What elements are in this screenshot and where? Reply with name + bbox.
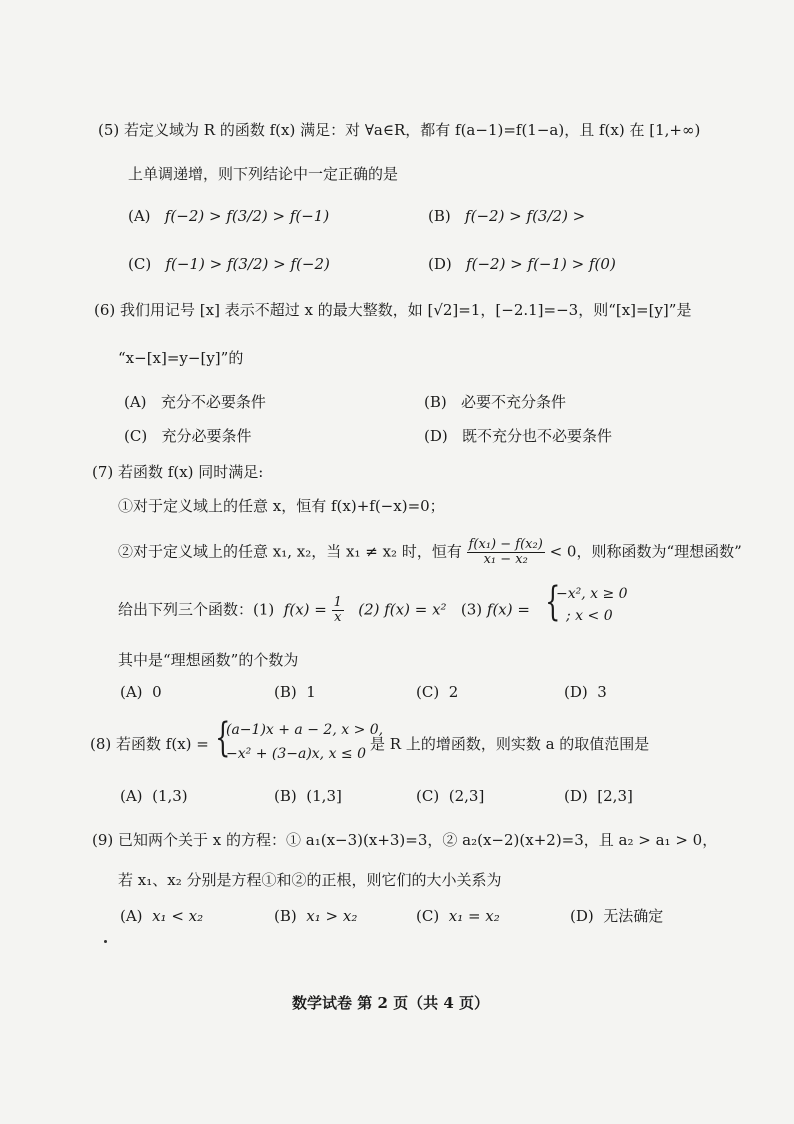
q7-condition-2-prefix: ②对于定义域上的任意 x₁, x₂，当 x₁ ≠ x₂ 时，恒有 bbox=[118, 542, 462, 561]
q7-fraction-numerator: f(x₁) − f(x₂) bbox=[468, 537, 543, 552]
q9-option-a-label: (A) bbox=[120, 907, 143, 925]
q6-stem-line1: (6) 我们用记号 [x] 表示不超过 x 的最大整数，如 [√2]=1，[−2.1]=−3，则“[x]=[y]”是 bbox=[94, 301, 692, 319]
page-footer: 数学试卷 第 2 页（共 4 页） bbox=[292, 994, 489, 1012]
q7-given-functions bbox=[118, 596, 530, 625]
q6-option-a-label: (A) bbox=[124, 393, 147, 411]
q8-option-b-text: (1,3] bbox=[306, 787, 342, 805]
q7-option-a bbox=[120, 682, 162, 702]
q5-option-d bbox=[428, 254, 616, 274]
q8-case1: (a−1)x + a − 2, x > 0, bbox=[226, 722, 384, 738]
q9-option-a bbox=[120, 906, 203, 926]
q5-option-a-text: f(−2) > f(3/2) > f(−1) bbox=[164, 207, 330, 225]
q5-stem-line2: 上单调递增，则下列结论中一定正确的是 bbox=[128, 165, 399, 183]
q9-option-b-text: x₁ > x₂ bbox=[306, 907, 358, 925]
q8-case2: −x² + (3−a)x, x ≤ 0 bbox=[226, 746, 367, 762]
q5-option-c bbox=[128, 254, 330, 274]
q7-option-c bbox=[416, 682, 458, 702]
q8-option-d-label: (D) bbox=[564, 787, 588, 805]
q7-condition-2-suffix: < 0，则称函数为“理想函数” bbox=[549, 542, 742, 561]
q8-suffix: 是 R 上的增函数，则实数 a 的取值范围是 bbox=[370, 735, 650, 753]
q6-option-b-text: 必要不充分条件 bbox=[461, 393, 567, 411]
q8-option-a-label: (A) bbox=[120, 787, 143, 805]
q6-option-b-label: (B) bbox=[424, 393, 447, 411]
q8-option-d bbox=[564, 786, 633, 806]
q8-brace: { bbox=[215, 715, 231, 761]
q7-f1-left: f(x) = bbox=[283, 600, 327, 619]
q6-option-a bbox=[124, 392, 266, 412]
q7-option-d-label: (D) bbox=[564, 683, 588, 701]
q8-option-c-text: (2,3] bbox=[448, 787, 485, 805]
q8-prefix: (8) 若函数 f(x) = bbox=[90, 735, 209, 753]
q9-option-d-label: (D) bbox=[570, 907, 594, 925]
q9-option-b-label: (B) bbox=[274, 907, 297, 925]
q8-option-b-label: (B) bbox=[274, 787, 297, 805]
q9-option-d-text: 无法确定 bbox=[603, 907, 664, 925]
q5-option-a bbox=[128, 206, 329, 226]
q6-option-c-text: 充分必要条件 bbox=[161, 427, 252, 445]
q7-option-c-label: (C) bbox=[416, 683, 440, 701]
q7-option-d-text: 3 bbox=[597, 683, 607, 701]
q7-option-b-text: 1 bbox=[306, 683, 316, 701]
q7-f3-brace: { bbox=[545, 579, 561, 625]
q9-option-d bbox=[570, 906, 663, 926]
q9-option-c-text: x₁ = x₂ bbox=[448, 907, 500, 925]
q6-option-c-label: (C) bbox=[124, 427, 148, 445]
q8-option-b bbox=[274, 786, 342, 806]
q5-option-c-text: f(−1) > f(3/2) > f(−2) bbox=[165, 255, 330, 273]
q9-stem-line2: 若 x₁、x₂ 分别是方程①和②的正根，则它们的大小关系为 bbox=[118, 871, 502, 889]
q6-stem-line2: “x−[x]=y−[y]”的 bbox=[118, 349, 244, 367]
q5-option-b bbox=[428, 206, 585, 226]
q5-option-a-label: (A) bbox=[128, 207, 151, 225]
q7-condition-1: ①对于定义域上的任意 x，恒有 f(x)+f(−x)=0； bbox=[118, 497, 445, 515]
q9-option-c-label: (C) bbox=[416, 907, 440, 925]
q7-stem: (7) 若函数 f(x) 同时满足: bbox=[92, 463, 264, 481]
q5-option-b-text: f(−2) > f(3/2) > bbox=[465, 207, 586, 225]
q7-option-a-text: 0 bbox=[152, 683, 162, 701]
q7-option-a-label: (A) bbox=[120, 683, 143, 701]
q6-option-a-text: 充分不必要条件 bbox=[160, 393, 266, 411]
q6-option-c bbox=[124, 426, 252, 446]
q6-option-d-text: 既不充分也不必要条件 bbox=[462, 427, 613, 445]
q8-option-a-text: (1,3) bbox=[152, 787, 188, 805]
q7-f3-case2: ; x < 0 bbox=[566, 608, 613, 624]
scan-speck bbox=[104, 940, 107, 943]
q8-option-a bbox=[120, 786, 188, 806]
q7-f2: (2) f(x) = x² bbox=[358, 600, 447, 619]
q7-option-b bbox=[274, 682, 316, 702]
q7-condition-2-fraction bbox=[467, 538, 545, 567]
q7-f3-label: (3) bbox=[460, 600, 483, 619]
q9-option-b bbox=[274, 906, 357, 926]
q8-option-c bbox=[416, 786, 484, 806]
q8-option-c-label: (C) bbox=[416, 787, 440, 805]
q7-f3-left: f(x) = bbox=[486, 600, 530, 619]
q7-option-d bbox=[564, 682, 607, 702]
q8-option-d-text: [2,3] bbox=[597, 787, 633, 805]
q5-option-c-label: (C) bbox=[128, 255, 152, 273]
q6-option-d-label: (D) bbox=[424, 427, 448, 445]
q7-fraction-denominator: x₁ − x₂ bbox=[483, 552, 528, 567]
q7-f1-denominator: x bbox=[334, 610, 342, 625]
q7-f1-numerator: 1 bbox=[333, 595, 342, 610]
q6-option-b bbox=[424, 392, 566, 412]
q7-option-c-text: 2 bbox=[448, 683, 459, 701]
q5-option-d-label: (D) bbox=[428, 255, 452, 273]
q7-f1-fraction bbox=[332, 596, 344, 625]
q9-option-c bbox=[416, 906, 500, 926]
q5-option-d-text: f(−2) > f(−1) > f(0) bbox=[466, 255, 616, 273]
q7-ask: 其中是“理想函数”的个数为 bbox=[118, 651, 299, 669]
q7-condition-2 bbox=[118, 538, 742, 567]
q9-option-a-text: x₁ < x₂ bbox=[152, 907, 204, 925]
q7-given-prefix: 给出下列三个函数：(1) bbox=[118, 600, 275, 619]
q9-stem-line1: (9) 已知两个关于 x 的方程：① a₁(x−3)(x+3)=3，② a₂(x−2)(x+2)=3，且 a₂ > a₁ > 0， bbox=[92, 831, 718, 849]
q5-stem-line1: (5) 若定义域为 R 的函数 f(x) 满足：对 ∀a∈R，都有 f(a−1)=f(1−a)，且 f(x) 在 [1,+∞) bbox=[98, 121, 701, 139]
q7-option-b-label: (B) bbox=[274, 683, 297, 701]
q6-option-d bbox=[424, 426, 612, 446]
q7-f3-case1: −x², x ≥ 0 bbox=[556, 586, 628, 602]
q5-option-b-label: (B) bbox=[428, 207, 451, 225]
